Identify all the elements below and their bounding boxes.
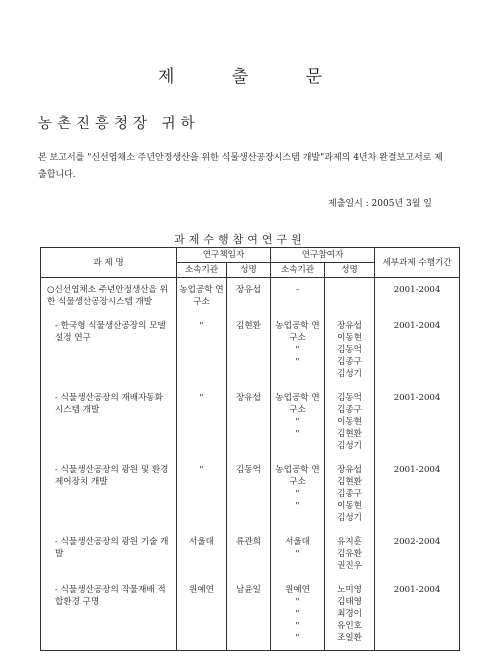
participant-org-cell: 서울대 ": [271, 530, 325, 578]
participant-name: 김종구: [337, 357, 362, 367]
participant-name: 김성기: [337, 441, 362, 451]
participant-names-cell: [325, 278, 375, 315]
participant-name: 이동현: [337, 501, 362, 511]
participant-org-cell: 농업공학 연구소 " ": [271, 386, 325, 458]
participant-name: 김태영: [337, 597, 362, 607]
participant-name: 이동현: [337, 333, 362, 343]
participant-name: 김동억: [337, 393, 362, 403]
lead-org-cell: 원예연: [177, 578, 227, 651]
lead-org-cell: ": [177, 386, 227, 458]
header-part-name: 성명: [325, 263, 375, 278]
participant-name: 김성기: [337, 369, 362, 379]
participant-org-cell: 농업공학 연구소 " ": [271, 314, 325, 386]
table-row: [41, 278, 460, 315]
header-lead: 연구책임자: [177, 248, 271, 263]
lead-name-cell: 장유섭: [227, 278, 271, 315]
document-title: 제 출 문: [157, 67, 349, 87]
period-cell: 2001-2004: [375, 314, 460, 386]
header-part-org: 소속기관: [271, 263, 325, 278]
participant-name: 유지훈: [337, 537, 362, 547]
period-cell: 2001-2004: [375, 578, 460, 651]
period-cell: 2001-2004: [375, 386, 460, 458]
period-cell: 2001-2004: [375, 278, 460, 315]
participant-name: 김성기: [337, 513, 362, 523]
table-row: [41, 314, 460, 386]
participant-names-cell: [325, 458, 375, 530]
task-cell: ○신선엽채소 주년안정생산을 위한 식물생산공장시스템 개발: [41, 278, 177, 315]
lead-name-cell: 장유섭: [227, 386, 271, 458]
task-cell: - 한국형 식물생산공장의 모델설정 연구: [41, 314, 177, 386]
participant-name: 김종구: [337, 405, 362, 415]
participant-name: 김현환: [337, 477, 362, 487]
table-title: 과제수행참여연구원: [174, 233, 306, 246]
participant-names-cell: [325, 578, 375, 651]
task-cell: - 식물생산공장의 재배자동화 시스템 개발: [41, 386, 177, 458]
header-lead-name: 성명: [227, 263, 271, 278]
lead-name-cell: 김동억: [227, 458, 271, 530]
participant-name: 노미영: [337, 585, 362, 595]
participant-name: 장유섭: [337, 321, 362, 331]
participant-names-cell: [325, 314, 375, 386]
body-text: 본 보고서를 "신선엽채소 주년안정생산을 위한 식물생산공장시스템 개발"과제의 4년차 완결보고서로 제출합니다.: [38, 153, 443, 180]
lead-name-cell: 류관희: [227, 530, 271, 578]
lead-org-cell: 농업공학 연구소: [177, 278, 227, 315]
participant-names-cell: [325, 530, 375, 578]
task-cell: - 식물생산공장의 광원 및 환경제어장치 개발: [41, 458, 177, 530]
participant-name: 김현환: [337, 429, 362, 439]
participant-name: 장유섭: [337, 465, 362, 475]
participant-name: 김종구: [337, 489, 362, 499]
participant-name: 유인호: [337, 621, 362, 631]
participant-name: 김동억: [337, 345, 362, 355]
lead-name-cell: 김현환: [227, 314, 271, 386]
participant-name: 김유환: [337, 549, 362, 559]
participant-org-cell: 원예연 " " " ": [271, 578, 325, 651]
table-row: [41, 458, 460, 530]
participant-org-cell: 농업공학 연구소 " ": [271, 458, 325, 530]
addressee: 농촌진흥청장 귀하: [38, 116, 200, 132]
participant-org-cell: -: [271, 278, 325, 315]
participant-name: 권진우: [337, 561, 362, 571]
table-row: [41, 386, 460, 458]
header-lead-org: 소속기관: [177, 263, 227, 278]
participant-name: 이동현: [337, 417, 362, 427]
table-row: [41, 530, 460, 578]
header-period: 세부과제 수행기간: [375, 248, 460, 278]
lead-org-cell: 서울대: [177, 530, 227, 578]
task-cell: - 식물생산공장의 광원 기술 개발: [41, 530, 177, 578]
participants-table: [40, 247, 460, 651]
lead-name-cell: 남윤일: [227, 578, 271, 651]
submit-date: 제출일시 : 2005년 3월 일: [328, 199, 432, 209]
lead-org-cell: ": [177, 458, 227, 530]
period-cell: 2002-2004: [375, 530, 460, 578]
participant-names-cell: [325, 386, 375, 458]
header-task: 과 제 명: [41, 248, 177, 278]
lead-org-cell: ": [177, 314, 227, 386]
header-participants: 연구참여자: [271, 248, 375, 263]
participant-name: 최경이: [337, 609, 362, 619]
period-cell: 2001-2004: [375, 458, 460, 530]
table-row: [41, 578, 460, 651]
participant-name: 조일환: [337, 633, 362, 643]
task-cell: - 식물생산공장의 작물재배 적합환경 구명: [41, 578, 177, 651]
